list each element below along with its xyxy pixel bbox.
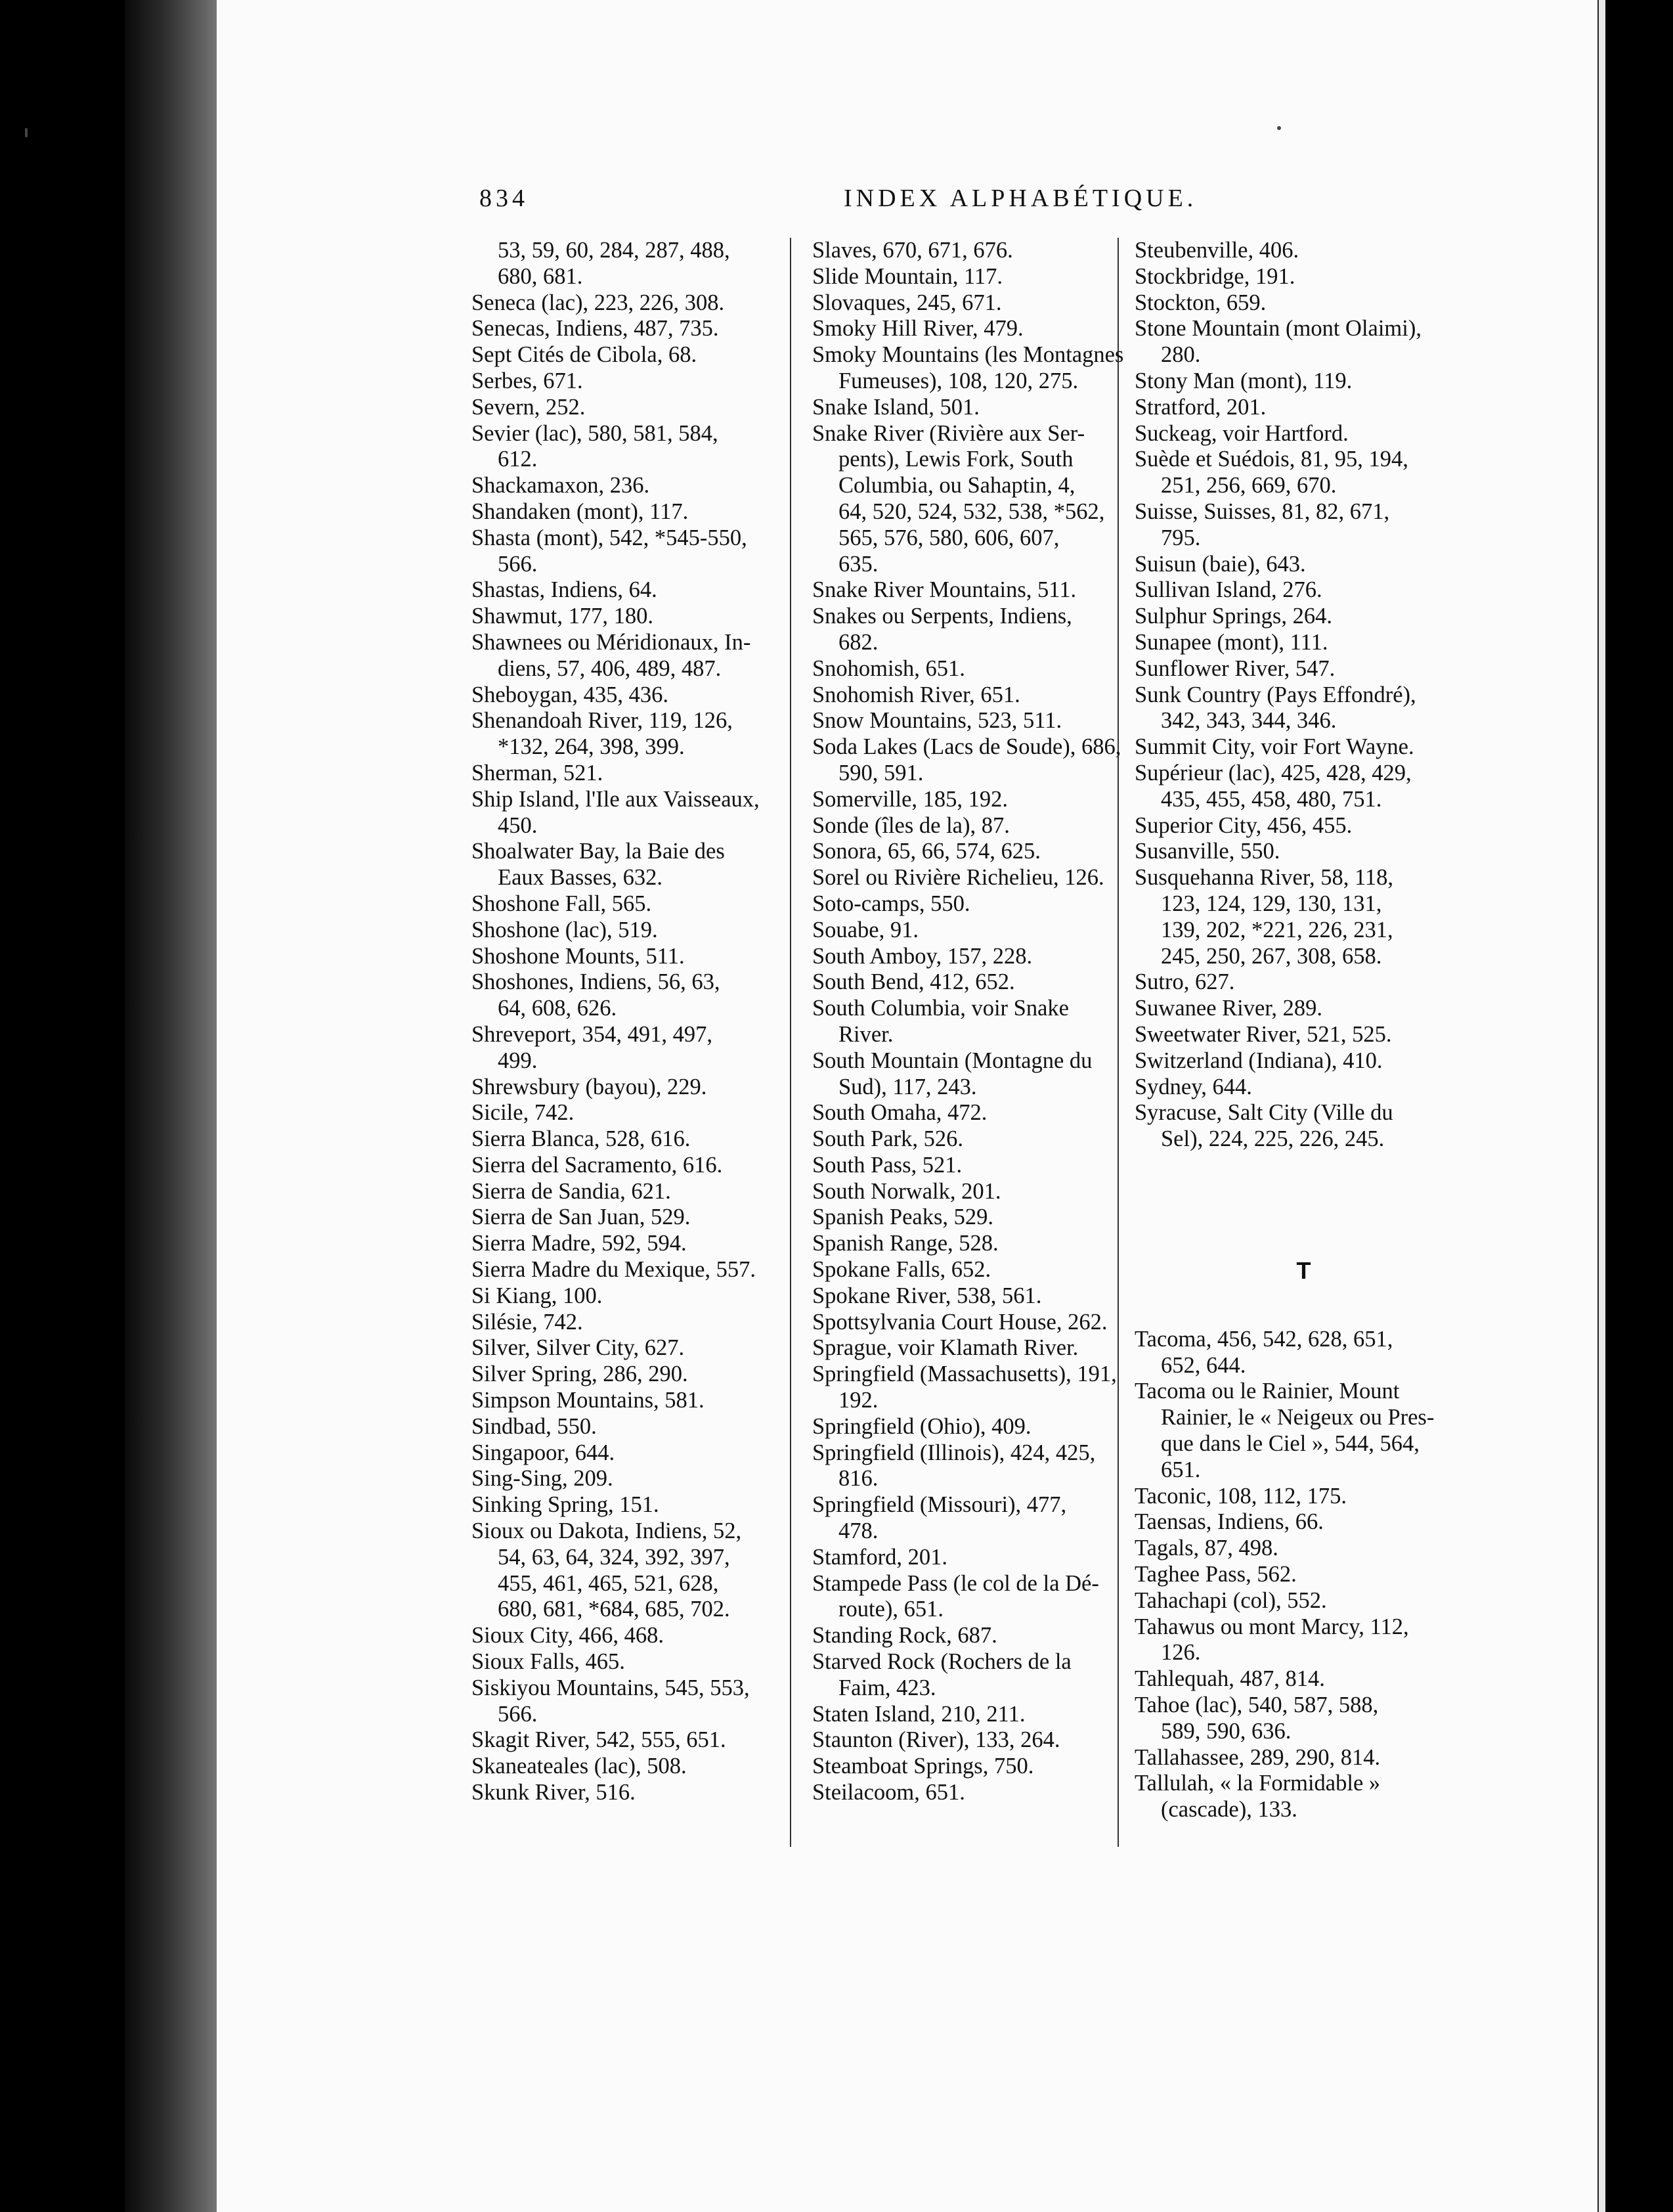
scan-border bbox=[1605, 0, 1673, 2212]
index-entry: Tahawus ou mont Marcy, 112, bbox=[1135, 1614, 1409, 1639]
index-entry: Tahoe (lac), 540, 587, 588, bbox=[1135, 1692, 1379, 1718]
index-entry: Springfield (Missouri), 477, bbox=[812, 1492, 1067, 1518]
index-entry-continuation: 565, 576, 580, 606, 607, bbox=[838, 525, 1060, 550]
index-entry: Suisse, Suisses, 81, 82, 671, bbox=[1135, 498, 1390, 524]
index-entry: Shasta (mont), 542, *545-550, bbox=[471, 525, 747, 550]
index-entry: Stone Mountain (mont Olaimi), bbox=[1135, 316, 1422, 342]
scan-dust-mark bbox=[25, 128, 28, 137]
index-entry: Skagit River, 542, 555, 651. bbox=[471, 1727, 726, 1753]
index-entry: Sioux Falls, 465. bbox=[471, 1649, 625, 1675]
index-entry: Sinking Spring, 151. bbox=[471, 1492, 659, 1518]
index-entry-continuation: 245, 250, 267, 308, 658. bbox=[1161, 943, 1382, 969]
index-entry-continuation: Sud), 117, 243. bbox=[838, 1074, 977, 1099]
index-entry: Smoky Hill River, 479. bbox=[812, 316, 1024, 342]
index-entry-continuation: Fumeuses), 108, 120, 275. bbox=[838, 368, 1079, 393]
index-entry: Switzerland (Indiana), 410. bbox=[1135, 1048, 1383, 1073]
index-column-2 bbox=[812, 238, 1127, 1806]
index-entry: Syracuse, Salt City (Ville du bbox=[1135, 1100, 1393, 1126]
index-entry: Sutro, 627. bbox=[1135, 969, 1235, 995]
index-entry-continuation: diens, 57, 406, 489, 487. bbox=[498, 655, 722, 681]
index-entry: Suède et Suédois, 81, 95, 194, bbox=[1135, 447, 1408, 472]
index-entry: Slovaques, 245, 671. bbox=[812, 290, 1002, 315]
index-entry-continuation: 652, 644. bbox=[1161, 1352, 1246, 1378]
index-entry: Steamboat Springs, 750. bbox=[812, 1754, 1034, 1779]
index-entry: Stockton, 659. bbox=[1135, 290, 1267, 315]
index-entry-continuation: 54, 63, 64, 324, 392, 397, bbox=[498, 1544, 730, 1570]
index-entry-continuation: 816. bbox=[838, 1466, 879, 1492]
index-entry: South Park, 526. bbox=[812, 1126, 964, 1152]
index-entry: South Bend, 412, 652. bbox=[812, 969, 1015, 995]
index-entry-continuation: 566. bbox=[498, 1701, 538, 1727]
index-entry-continuation: 64, 608, 626. bbox=[498, 996, 617, 1021]
index-entry: Shoshones, Indiens, 56, 63, bbox=[471, 969, 720, 995]
index-entry: Sullivan Island, 276. bbox=[1135, 577, 1322, 603]
index-entry: Taensas, Indiens, 66. bbox=[1135, 1509, 1324, 1535]
index-entry: South Norwalk, 201. bbox=[812, 1178, 1001, 1204]
index-entry: Sprague, voir Klamath River. bbox=[812, 1335, 1079, 1361]
index-entry: South Columbia, voir Snake bbox=[812, 996, 1069, 1021]
index-entry-continuation: 450. bbox=[498, 812, 538, 838]
index-entry: South Pass, 521. bbox=[812, 1152, 963, 1178]
index-entry-continuation: 478. bbox=[838, 1518, 879, 1544]
book-spine bbox=[125, 0, 230, 2212]
index-entry: Tahlequah, 487, 814. bbox=[1135, 1666, 1325, 1692]
index-entry: Stratford, 201. bbox=[1135, 394, 1267, 420]
index-entry-continuation: 635. bbox=[838, 551, 879, 577]
index-entry: Sulphur Springs, 264. bbox=[1135, 604, 1332, 629]
page-number: 834 bbox=[479, 185, 529, 212]
index-entry: Spanish Peaks, 529. bbox=[812, 1205, 993, 1230]
index-entry: Sorel ou Rivière Richelieu, 126. bbox=[812, 865, 1104, 891]
index-entry: Shenandoah River, 119, 126, bbox=[471, 708, 733, 734]
index-entry: Shoalwater Bay, la Baie des bbox=[471, 839, 725, 864]
index-entry: Sydney, 644. bbox=[1135, 1074, 1252, 1099]
index-entry-continuation: 499. bbox=[498, 1048, 538, 1073]
index-entry-continuation: 123, 124, 129, 130, 131, bbox=[1161, 891, 1382, 916]
index-entry-continuation: 435, 455, 458, 480, 751. bbox=[1161, 786, 1382, 812]
running-title: INDEX ALPHABÉTIQUE. bbox=[844, 185, 1198, 212]
index-entry: Severn, 252. bbox=[471, 394, 586, 420]
index-entry: Souabe, 91. bbox=[812, 917, 919, 942]
index-entry-continuation: 589, 590, 636. bbox=[1161, 1718, 1292, 1744]
index-entry: Sweetwater River, 521, 525. bbox=[1135, 1021, 1392, 1047]
index-entry: Susanville, 550. bbox=[1135, 839, 1280, 864]
index-entry-continuation: 64, 520, 524, 532, 538, *562, bbox=[838, 498, 1105, 524]
index-entry-continuation: 455, 461, 465, 521, 628, bbox=[498, 1570, 719, 1596]
index-entry: Soto-camps, 550. bbox=[812, 891, 970, 916]
index-entry: Silésie, 742. bbox=[471, 1309, 583, 1335]
index-entry-continuation: que dans le Ciel », 544, 564, bbox=[1161, 1431, 1420, 1457]
index-entry: Suisun (baie), 643. bbox=[1135, 551, 1306, 577]
index-entry-continuation: Rainier, le « Neigeux ou Pres- bbox=[1161, 1405, 1435, 1430]
index-entry: Shandaken (mont), 117. bbox=[471, 498, 689, 524]
index-entry: Sioux City, 466, 468. bbox=[471, 1623, 664, 1648]
index-entry: South Mountain (Montagne du bbox=[812, 1048, 1093, 1073]
index-entry: Summit City, voir Fort Wayne. bbox=[1135, 734, 1414, 760]
index-entry: Staunton (River), 133, 264. bbox=[812, 1727, 1060, 1753]
index-entry-continuation: Faim, 423. bbox=[838, 1675, 936, 1700]
index-entry: Sevier (lac), 580, 581, 584, bbox=[471, 420, 718, 446]
index-entry: Snakes ou Serpents, Indiens, bbox=[812, 604, 1072, 629]
index-entry: Stony Man (mont), 119. bbox=[1135, 368, 1353, 393]
index-entry-continuation: 651. bbox=[1161, 1457, 1201, 1482]
index-entry: Skaneateales (lac), 508. bbox=[471, 1754, 687, 1779]
index-entry: Si Kiang, 100. bbox=[471, 1283, 603, 1308]
index-entry: Sicile, 742. bbox=[471, 1100, 575, 1126]
index-column-3 bbox=[1135, 238, 1473, 1823]
index-entry: Stockbridge, 191. bbox=[1135, 263, 1295, 289]
index-entry: Sunk Country (Pays Effondré), bbox=[1135, 682, 1416, 707]
index-entry-continuation: 280. bbox=[1161, 342, 1201, 368]
index-entry-continuation: 795. bbox=[1161, 525, 1201, 550]
index-entry: Siskiyou Mountains, 545, 553, bbox=[471, 1675, 750, 1700]
index-entry: Sierra Blanca, 528, 616. bbox=[471, 1126, 691, 1152]
index-entry: Sonde (îles de la), 87. bbox=[812, 812, 1010, 838]
index-entry: Tacoma ou le Rainier, Mount bbox=[1135, 1379, 1400, 1404]
index-entry-continuation: 251, 256, 669, 670. bbox=[1161, 473, 1337, 498]
index-entry: Snow Mountains, 523, 511. bbox=[812, 708, 1062, 734]
index-entry-continuation: 680, 681, *684, 685, 702. bbox=[498, 1597, 730, 1622]
index-entry: Skunk River, 516. bbox=[471, 1780, 636, 1805]
section-gap bbox=[1135, 1153, 1473, 1258]
index-entry: Sierra del Sacramento, 616. bbox=[471, 1152, 723, 1178]
index-column-1 bbox=[471, 238, 793, 1806]
index-entry: Shawnees ou Méridionaux, In- bbox=[471, 629, 751, 655]
index-entry: Seneca (lac), 223, 226, 308. bbox=[471, 290, 725, 315]
index-entry: Tagals, 87, 498. bbox=[1135, 1536, 1278, 1561]
index-entry-continuation: *132, 264, 398, 399. bbox=[498, 734, 685, 760]
index-entry: Sierra de San Juan, 529. bbox=[471, 1205, 691, 1230]
index-entry: Shoshone Fall, 565. bbox=[471, 891, 652, 916]
section-letter: T bbox=[1296, 1256, 1311, 1284]
index-entry-continuation: 53, 59, 60, 284, 287, 488, bbox=[498, 238, 730, 263]
index-entry-continuation: Columbia, ou Sahaptin, 4, bbox=[838, 473, 1076, 498]
index-entry: Steubenville, 406. bbox=[1135, 238, 1299, 263]
index-entry: Sierra Madre, 592, 594. bbox=[471, 1231, 687, 1256]
index-entry: Tallahassee, 289, 290, 814. bbox=[1135, 1744, 1381, 1770]
index-entry: Snake Island, 501. bbox=[812, 394, 980, 420]
index-entry-continuation: 566. bbox=[498, 551, 538, 577]
index-entry: Shastas, Indiens, 64. bbox=[471, 577, 657, 603]
index-entry: Sonora, 65, 66, 574, 625. bbox=[812, 839, 1041, 864]
index-entry-continuation: 590, 591. bbox=[838, 760, 924, 785]
index-entry: Senecas, Indiens, 487, 735. bbox=[471, 316, 719, 342]
index-entry: Staten Island, 210, 211. bbox=[812, 1701, 1026, 1727]
index-entry: Suckeag, voir Hartford. bbox=[1135, 420, 1349, 446]
index-entry: Sunapee (mont), 111. bbox=[1135, 629, 1328, 655]
index-entry: Shrewsbury (bayou), 229. bbox=[471, 1074, 707, 1099]
index-entry: Snohomish River, 651. bbox=[812, 682, 1020, 707]
index-entry: Snake River Mountains, 511. bbox=[812, 577, 1077, 603]
index-entry: Shreveport, 354, 491, 497, bbox=[471, 1021, 713, 1047]
index-entry: Taghee Pass, 562. bbox=[1135, 1562, 1297, 1587]
index-entry-continuation: 139, 202, *221, 226, 231, bbox=[1161, 917, 1393, 942]
index-entry: Taconic, 108, 112, 175. bbox=[1135, 1483, 1347, 1509]
section-gap bbox=[1135, 1284, 1473, 1327]
index-entry: Shoshone Mounts, 511. bbox=[471, 943, 685, 969]
index-entry-continuation: 342, 343, 344, 346. bbox=[1161, 708, 1337, 734]
index-entry: Snake River (Rivière aux Ser- bbox=[812, 420, 1085, 446]
index-entry-continuation: pents), Lewis Fork, South bbox=[838, 447, 1074, 472]
index-entry: Sheboygan, 435, 436. bbox=[471, 682, 668, 707]
index-entry: Shoshone (lac), 519. bbox=[471, 917, 658, 942]
index-entry: Spanish Range, 528. bbox=[812, 1231, 999, 1256]
index-entry-continuation: Eaux Basses, 632. bbox=[498, 865, 663, 891]
index-entry: Sierra Madre du Mexique, 557. bbox=[471, 1257, 756, 1283]
index-entry: Spottsylvania Court House, 262. bbox=[812, 1309, 1108, 1335]
index-entry: Somerville, 185, 192. bbox=[812, 786, 1009, 812]
index-entry: Sherman, 521. bbox=[471, 760, 603, 785]
index-entry: Stamford, 201. bbox=[812, 1544, 948, 1570]
index-entry: Soda Lakes (Lacs de Soude), 686, bbox=[812, 734, 1121, 760]
index-entry: Singapoor, 644. bbox=[471, 1440, 615, 1465]
index-entry-continuation: River. bbox=[838, 1021, 894, 1047]
index-entry: Serbes, 671. bbox=[471, 368, 583, 393]
index-entry: Spokane Falls, 652. bbox=[812, 1257, 991, 1283]
index-entry: Suwanee River, 289. bbox=[1135, 996, 1323, 1021]
index-entry-continuation: 680, 681. bbox=[498, 263, 583, 289]
index-entry: Shackamaxon, 236. bbox=[471, 473, 650, 498]
index-entry: Springfield (Massachusetts), 191, bbox=[812, 1361, 1117, 1387]
index-entry: Spokane River, 538, 561. bbox=[812, 1283, 1042, 1308]
index-entry: Tahachapi (col), 552. bbox=[1135, 1587, 1327, 1613]
index-entry: Sunflower River, 547. bbox=[1135, 655, 1336, 681]
index-entry: Susquehanna River, 58, 118, bbox=[1135, 865, 1394, 891]
index-entry-continuation: 192. bbox=[838, 1388, 879, 1413]
index-entry: Tacoma, 456, 542, 628, 651, bbox=[1135, 1326, 1393, 1352]
index-entry: Simpson Mountains, 581. bbox=[471, 1388, 705, 1413]
index-entry-continuation: 126. bbox=[1161, 1640, 1201, 1666]
index-entry: South Omaha, 472. bbox=[812, 1100, 988, 1126]
index-entry: Starved Rock (Rochers de la bbox=[812, 1649, 1072, 1675]
index-entry: Sept Cités de Cibola, 68. bbox=[471, 342, 697, 368]
index-entry: Ship Island, l'Ile aux Vaisseaux, bbox=[471, 786, 760, 812]
index-entry: Slide Mountain, 117. bbox=[812, 263, 1003, 289]
index-entry: Sing-Sing, 209. bbox=[471, 1466, 613, 1492]
index-entry: Supérieur (lac), 425, 428, 429, bbox=[1135, 760, 1412, 785]
index-entry: Stampede Pass (le col de la Dé- bbox=[812, 1570, 1099, 1596]
index-entry: Springfield (Ohio), 409. bbox=[812, 1413, 1032, 1439]
index-entry: Smoky Mountains (les Montagnes bbox=[812, 342, 1124, 368]
page-header bbox=[479, 184, 1596, 223]
index-entry: South Amboy, 157, 228. bbox=[812, 943, 1033, 969]
index-entry: Silver, Silver City, 627. bbox=[471, 1335, 685, 1361]
index-entry-continuation: 682. bbox=[838, 629, 879, 655]
index-entry: Snohomish, 651. bbox=[812, 655, 965, 681]
index-column-3-part-a bbox=[1135, 238, 1473, 1153]
index-entry: Sierra de Sandia, 621. bbox=[471, 1178, 671, 1204]
index-entry: Springfield (Illinois), 424, 425, bbox=[812, 1440, 1096, 1465]
index-entry: Steilacoom, 651. bbox=[812, 1780, 965, 1805]
index-entry: Superior City, 456, 455. bbox=[1135, 812, 1353, 838]
index-entry-continuation: Sel), 224, 225, 226, 245. bbox=[1161, 1126, 1385, 1152]
index-entry: Slaves, 670, 671, 676. bbox=[812, 238, 1013, 263]
index-entry: Tallulah, « la Formidable » bbox=[1135, 1771, 1381, 1796]
index-column-3-part-b bbox=[1135, 1327, 1473, 1823]
index-entry: Silver Spring, 286, 290. bbox=[471, 1361, 688, 1387]
index-entry-continuation: route), 651. bbox=[838, 1597, 944, 1622]
index-entry: Sioux ou Dakota, Indiens, 52, bbox=[471, 1518, 742, 1544]
index-entry: Sindbad, 550. bbox=[471, 1413, 597, 1439]
index-entry: Shawmut, 177, 180. bbox=[471, 604, 653, 629]
scan-dust-mark bbox=[1277, 126, 1281, 130]
index-entry-continuation: 612. bbox=[498, 447, 538, 472]
index-entry-continuation: (cascade), 133. bbox=[1161, 1797, 1297, 1823]
index-entry: Standing Rock, 687. bbox=[812, 1623, 997, 1648]
